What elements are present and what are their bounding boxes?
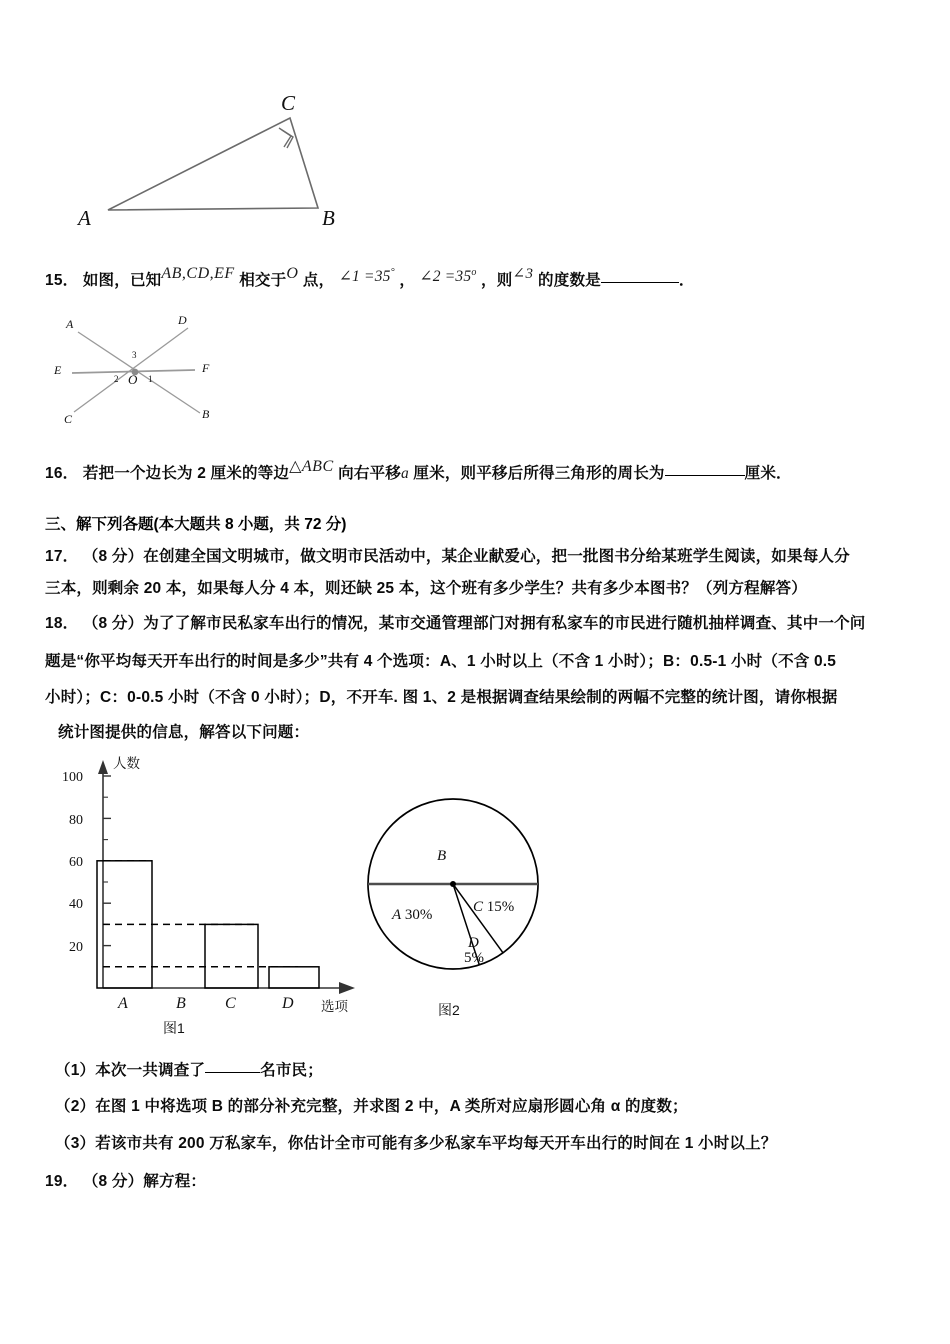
question-19: [45, 1170, 206, 1193]
x-axis-title: 选项: [321, 999, 348, 1014]
q16-answer-blank[interactable]: [665, 475, 745, 476]
triangle-vertex-b-label: B: [322, 206, 335, 230]
q15-comma-1: ，: [399, 272, 416, 289]
chart-bar-figure-1: [45, 748, 375, 1038]
lines-label-d: D: [178, 313, 187, 327]
lines-label-f: F: [202, 361, 210, 375]
lines-label-a: A: [66, 317, 74, 331]
q19-text: 解方程：: [143, 1173, 207, 1190]
bar-category-c: [205, 924, 258, 988]
x-label-d: D: [282, 995, 294, 1012]
y-tick-60: 60: [69, 855, 83, 870]
q16-text-b: 向右平移: [338, 465, 401, 482]
y-tick-40: 40: [69, 897, 83, 912]
lines-angle-mark-1: 1: [148, 374, 153, 384]
q15-angle-1-degree: °: [390, 267, 395, 278]
pie-label-d: D: [468, 935, 479, 951]
q16-text-d: 厘米．: [744, 465, 792, 482]
question-15: [45, 262, 695, 292]
q15-text-b: 相交于: [239, 272, 287, 289]
q19-score: （8 分）: [82, 1173, 144, 1190]
y-tick-100: 100: [62, 770, 83, 785]
q16-number: 16．: [45, 465, 79, 482]
lines-label-o: O: [128, 372, 138, 387]
x-label-c: C: [225, 995, 236, 1012]
figure-right-triangle: [60, 80, 400, 245]
pie-label-c: C 15%: [473, 899, 515, 915]
x-label-b: B: [176, 995, 186, 1012]
q18-score: （8 分）: [82, 615, 144, 632]
question-18-sub-2: （2）在图 1 中将选项 B 的部分补充完整，并求图 2 中，A 类所对应扇形圆心角 α 的度数；: [55, 1098, 688, 1115]
q15-answer-blank[interactable]: [601, 282, 679, 283]
question-18-sub-1: [55, 1059, 323, 1082]
q18-sub1-tail: 名市民；: [260, 1062, 323, 1079]
q15-angle-3: ∠3: [512, 266, 534, 282]
q17-number: 17．: [45, 548, 79, 565]
triangle-vertex-c-label: C: [281, 91, 296, 115]
lines-label-e: E: [54, 363, 62, 377]
y-tick-80: 80: [69, 813, 83, 828]
q15-angle-1: ∠1 =35: [338, 268, 391, 285]
question-16: [45, 455, 792, 485]
q15-period: ．: [678, 272, 695, 289]
figure-1-caption: 图1: [163, 1020, 185, 1036]
q16-text-c: 厘米，则平移后所得三角形的周长为: [413, 465, 665, 482]
section-3-heading: 三、解下列各题(本大题共 8 小题，共 72 分): [45, 516, 347, 533]
q18-sub1-text: （1）本次一共调查了: [55, 1062, 206, 1079]
q15-math-lines: AB,CD,EF: [161, 265, 235, 282]
q16-math-a: a: [400, 465, 409, 482]
question-18-line-4: 统计图提供的信息，解答以下问题：: [58, 724, 310, 741]
q15-text-d: 的度数是: [538, 272, 601, 289]
figure-intersecting-lines: [50, 310, 285, 430]
q15-angle-2-degree: o: [471, 267, 477, 278]
lines-angle-mark-3: 3: [132, 350, 137, 360]
chart-pie-figure-2: [350, 772, 590, 1032]
question-17-line-2: 三本，则剩余 20 本，如果每人分 4 本，则还缺 25 本，这个班有多少学生？共有多少本图书？（列方程解答）: [45, 580, 807, 597]
q17-text-line-1: 在创建全国文明城市，做文明市民活动中，某企业献爱心，把一批图书分给某班学生阅读，如果每人分: [143, 548, 850, 565]
triangle-vertex-a-label: A: [78, 206, 91, 230]
q18-sub1-blank[interactable]: [205, 1072, 260, 1073]
q18-text-line-1: 为了了解市民私家车出行的情况，某市交通管理部门对拥有私家车的市民进行随机抽样调查、其中一个问: [143, 615, 866, 632]
pie-label-d-percent: 5%: [464, 950, 484, 966]
q15-math-point: O: [286, 265, 299, 282]
question-18-sub-3: （3）若该市共有 200 万私家车，你估计全市可能有多少私家车平均每天开车出行的时间在 1 小时以上？: [55, 1135, 777, 1152]
question-18-line-1: [45, 612, 866, 635]
q16-text-a: 若把一个边长为 2 厘米的等边: [82, 465, 290, 482]
y-tick-20: 20: [69, 940, 83, 955]
q16-math-triangle: △ABC: [289, 458, 334, 475]
lines-label-c: C: [64, 412, 73, 426]
pie-label-a: A 30%: [392, 907, 433, 923]
q15-number: 15．: [45, 272, 79, 289]
y-axis-title: 人数: [113, 756, 140, 771]
question-18-line-2: 题是“你平均每天开车出行的时间是多少”共有 4 个选项：A、1 小时以上（不含 1 小时）；B：0.5-1 小时（不含 0.5: [45, 653, 837, 670]
lines-angle-mark-2: 2: [114, 374, 119, 384]
q15-text-c: 点，: [302, 272, 335, 289]
lines-label-b: B: [202, 407, 210, 421]
q18-number: 18．: [45, 615, 79, 632]
q17-score: （8 分）: [82, 548, 144, 565]
q19-number: 19．: [45, 1173, 79, 1190]
q15-comma-2: ，则: [481, 272, 513, 289]
pie-label-b: B: [437, 848, 447, 864]
figure-2-caption: 图2: [438, 1002, 460, 1018]
q15-angle-2: ∠2 =35: [419, 268, 472, 285]
bar-category-d: [269, 967, 319, 988]
x-label-a: A: [118, 995, 128, 1012]
q15-text-a: 如图，已知: [82, 272, 162, 289]
question-17-line-1: [45, 545, 850, 568]
question-18-line-3: 小时）；C：0-0.5 小时（不含 0 小时）；D，不开车. 图 1、2 是根据调查结果绘制的两幅不完整的统计图，请你根据: [45, 689, 838, 706]
